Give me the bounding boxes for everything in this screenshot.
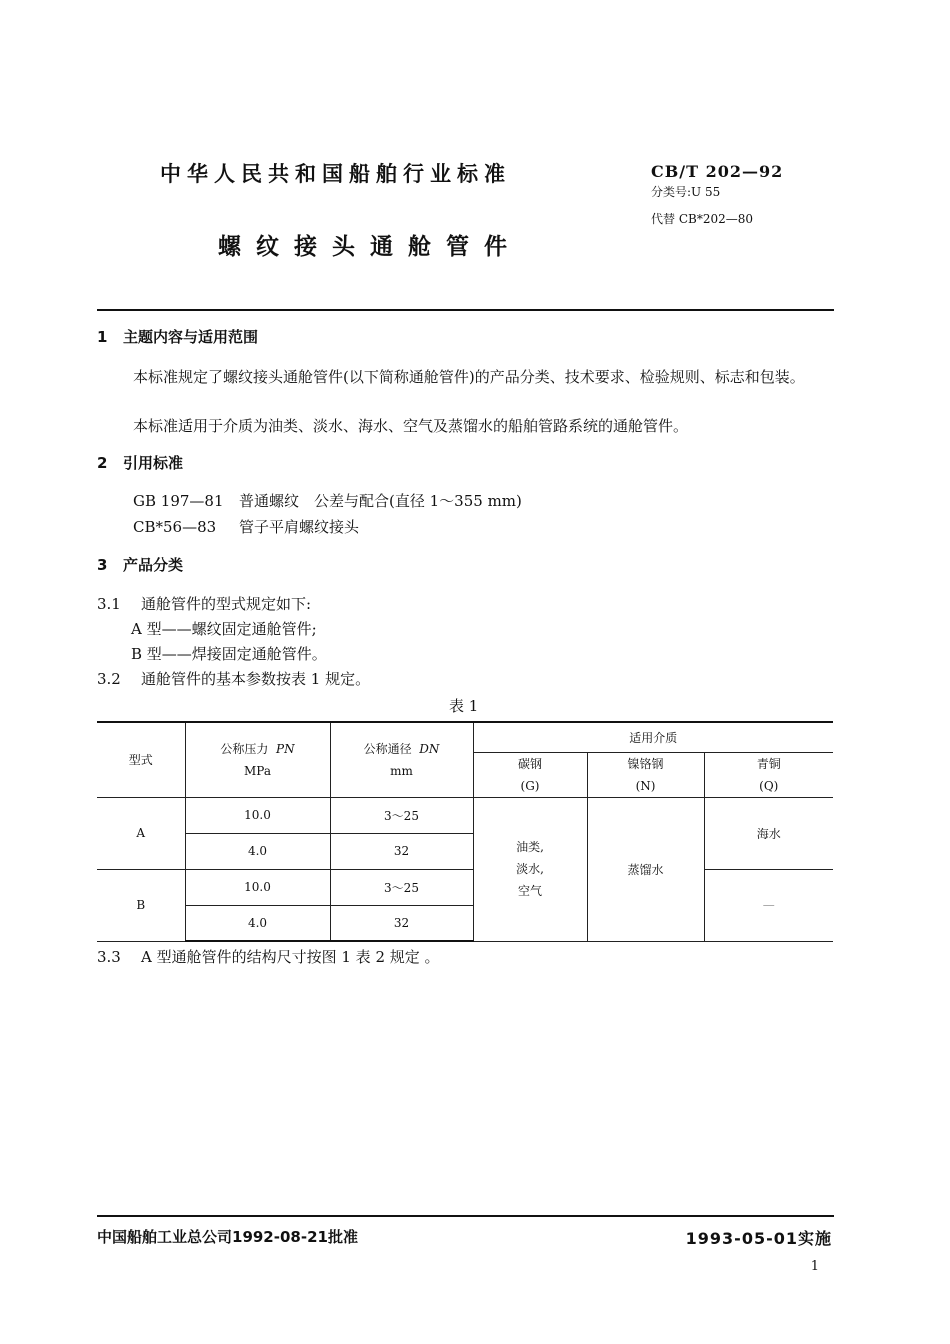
footer-divider <box>97 1215 834 1217</box>
pressure-cell: 10.0 <box>185 869 330 905</box>
table-1-caption: 表 1 <box>449 697 479 715</box>
diameter-cell: 3～25 <box>330 869 473 905</box>
reference-code: CB*56—83 <box>133 518 217 536</box>
label: 公称通径 <box>363 741 412 756</box>
diameter-cell: 32 <box>330 905 473 941</box>
header-divider <box>97 309 834 311</box>
replaces-standard: 代替 CB*202—80 <box>651 212 753 226</box>
clause-text: A 型通舱管件的结构尺寸按图 1 表 2 规定 。 <box>141 948 440 966</box>
bronze-media-type-a: 海水 <box>704 797 833 869</box>
clause-number: 3.2 <box>97 670 121 688</box>
unit: mm <box>390 763 413 778</box>
approval-statement: 中国船舶工业总公司1992-08-21批准 <box>97 1228 358 1246</box>
bronze-media-type-b: — <box>704 869 833 941</box>
section-2-heading <box>97 452 183 473</box>
unit: MPa <box>244 763 271 778</box>
label: 公称压力 <box>220 741 269 756</box>
reference-code: GB 197—81 <box>133 492 224 510</box>
pressure-cell: 10.0 <box>185 797 330 833</box>
section-number: 1 <box>97 328 108 346</box>
clause-text: 通舱管件的型式规定如下: <box>141 595 312 613</box>
standard-category-title: 中华人民共和国船舶行业标准 <box>160 162 511 186</box>
implementation-date: 1993-05-01实施 <box>685 1229 832 1248</box>
type-b-definition: B 型——焊接固定通舱管件。 <box>131 645 327 663</box>
clause-3-3 <box>97 946 440 967</box>
section-1-paragraph-2: 本标准适用于介质为油类、淡水、海水、空气及蒸馏水的船舶管路系统的通舱管件。 <box>133 417 689 435</box>
carbon-steel-media-cell: 油类, 淡水, 空气 <box>473 797 587 941</box>
header-nickel-chrome-steel: 镍铬钢 (N) <box>587 752 704 797</box>
type-a-definition: A 型——螺纹固定通舱管件; <box>131 620 317 638</box>
section-title: 引用标准 <box>123 454 184 472</box>
symbol: PN <box>276 741 295 756</box>
section-1-paragraph-1: 本标准规定了螺纹接头通舱管件(以下简称通舱管件)的产品分类、技术要求、检验规则、标志和包装。 <box>133 368 805 386</box>
header-carbon-steel: 碳钢 (G) <box>473 752 587 797</box>
document-title: 螺纹接头通舱管件 <box>218 234 522 260</box>
reference-2 <box>133 516 359 537</box>
section-3-heading <box>97 554 183 575</box>
type-b-cell: B <box>97 869 185 941</box>
header-bronze: 青铜 (Q) <box>704 752 833 797</box>
header-applicable-media: 适用介质 <box>473 722 833 752</box>
reference-title: 管子平肩螺纹接头 <box>239 518 360 536</box>
header-nominal-pressure <box>185 722 330 797</box>
table-1 <box>97 721 833 942</box>
clause-3-1 <box>97 593 311 614</box>
section-title: 产品分类 <box>123 556 184 574</box>
clause-number: 3.3 <box>97 948 121 966</box>
pressure-cell: 4.0 <box>185 833 330 869</box>
page-number: 1 <box>810 1259 819 1274</box>
reference-1 <box>133 490 522 511</box>
section-title: 主题内容与适用范围 <box>123 328 259 346</box>
diameter-cell: 32 <box>330 833 473 869</box>
header-nominal-diameter <box>330 722 473 797</box>
pressure-cell: 4.0 <box>185 905 330 941</box>
clause-3-2 <box>97 668 370 689</box>
section-number: 2 <box>97 454 108 472</box>
diameter-cell: 3～25 <box>330 797 473 833</box>
standard-code: CB/T 202—92 <box>651 162 784 181</box>
classification-number: 分类号:U 55 <box>651 185 721 199</box>
section-number: 3 <box>97 556 108 574</box>
reference-title: 普通螺纹 公差与配合(直径 1～355 mm) <box>239 492 522 510</box>
symbol: DN <box>419 741 440 756</box>
type-a-cell: A <box>97 797 185 869</box>
section-1-heading <box>97 326 258 347</box>
clause-text: 通舱管件的基本参数按表 1 规定。 <box>141 670 371 688</box>
nickel-chrome-media-cell: 蒸馏水 <box>587 797 704 941</box>
clause-number: 3.1 <box>97 595 121 613</box>
header-type: 型式 <box>97 722 185 797</box>
